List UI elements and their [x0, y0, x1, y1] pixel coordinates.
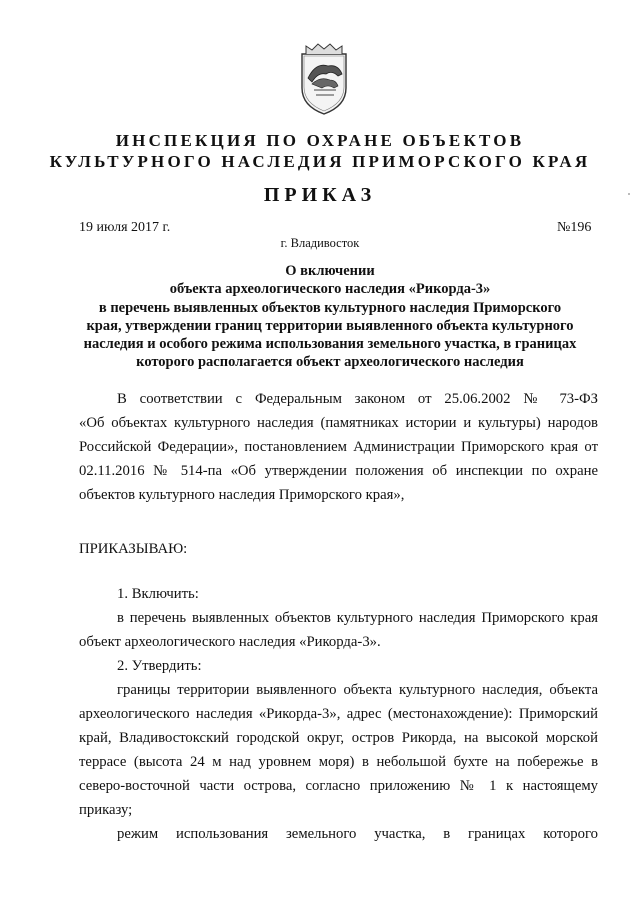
item-1-line: в перечень выявленных объектов культурного наследия Приморского края: [117, 610, 598, 626]
order-city: г. Владивосток: [280, 236, 360, 250]
organization-line-2: КУЛЬТУРНОГО НАСЛЕДИЯ ПРИМОРСКОГО КРАЯ: [49, 152, 591, 171]
order-items: [79, 582, 598, 846]
document-title: ПРИКАЗ: [263, 184, 377, 206]
subject-line: которого располагается объект археологического наследия: [136, 354, 524, 371]
subject-line: края, утверждении границ территории выявленного объекта культурного: [86, 317, 574, 334]
item-2-title: 2. Утвердить:: [117, 658, 202, 674]
subject-line: объекта археологического наследия «Рикорда-3»: [169, 281, 491, 298]
organization-line-1: ИНСПЕКЦИЯ ПО ОХРАНЕ ОБЪЕКТОВ: [115, 131, 525, 150]
preamble-line: «Об объектах культурного наследия (памятниках истории и культуры) народов: [79, 415, 598, 431]
item-1-title: 1. Включить:: [117, 586, 199, 602]
item-2-line: приказу;: [79, 802, 133, 818]
item-2-line: край, Владивостокский городской округ, остров Рикорда, на высокой морской: [79, 730, 598, 746]
order-number: №196: [557, 220, 592, 235]
order-subject: [70, 262, 590, 372]
item-2-line: границы территории выявленного объекта культурного наследия, объекта: [117, 682, 598, 698]
preamble-paragraph: [79, 387, 598, 507]
item-2-line: археологического наследия «Рикорда-3», адрес (местонахождение): Приморский: [79, 706, 598, 722]
order-word: ПРИКАЗЫВАЮ:: [79, 541, 188, 557]
item-3-line: режим использования земельного участка, в границах которого: [117, 826, 598, 842]
subject-line: наследия и особого режима использования земельного участка, в границах: [83, 336, 577, 353]
item-2-line: террасе (высота 24 м над уровнем моря) в небольшой бухте на побережье в: [79, 754, 598, 770]
preamble-line: В соответствии с Федеральным законом от 25.06.2002 № 73-ФЗ: [117, 391, 598, 407]
order-date: 19 июля 2017 г.: [79, 220, 171, 235]
item-2-line: северо-восточной части острова, согласно приложению № 1 к настоящему: [79, 778, 598, 794]
item-1-line: объект археологического наследия «Рикорда-3».: [79, 634, 381, 650]
preamble-line: 02.11.2016 № 514-па «Об утверждении положения об инспекции по охране: [79, 463, 598, 479]
preamble-line: объектов культурного наследия Приморского края»,: [79, 487, 405, 503]
subject-line: О включении: [285, 263, 375, 279]
coat-of-arms-emblem: [298, 40, 350, 116]
preamble-line: Российской Федерации», постановлением Администрации Приморского края от: [79, 439, 598, 455]
subject-line: в перечень выявленных объектов культурного наследия Приморского: [98, 299, 562, 316]
